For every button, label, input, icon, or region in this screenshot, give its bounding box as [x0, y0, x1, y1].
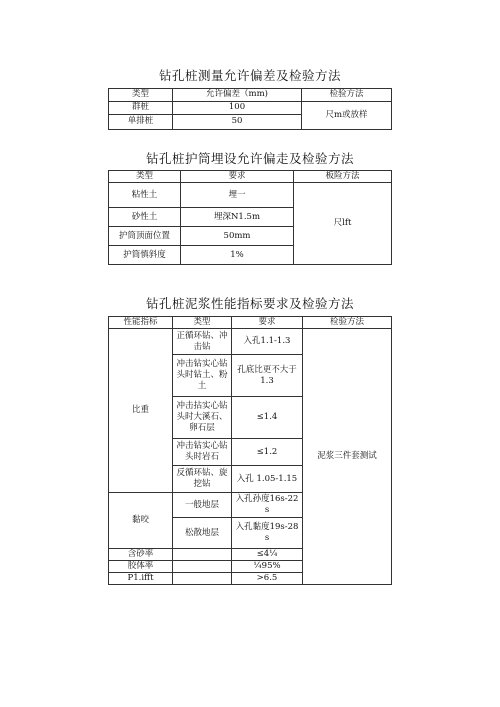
- sg-row4-value: ≤1.2: [232, 439, 303, 466]
- sand-content-type: [173, 549, 232, 561]
- table1-row1-type: 群桩: [109, 102, 173, 115]
- table2-header-requirement: 要求: [181, 171, 294, 183]
- table1-title: 钻孔桩测量允许偏差及检验方法: [158, 68, 341, 83]
- table2-title: 钻孔桩护筒埋设允许偏走及检验方法: [145, 151, 354, 166]
- table2-header-method: 板险方法: [294, 171, 392, 183]
- viscosity-label: 黏咬: [109, 493, 173, 549]
- table1-header-method: 检验方法: [302, 89, 392, 102]
- table3-header-indicator: 性能指标: [109, 317, 173, 329]
- table3-header-type: 类型: [173, 317, 232, 329]
- table1-header-type: 类型: [109, 89, 173, 102]
- table2-row4-value: 1%: [181, 246, 294, 265]
- table1: [108, 88, 392, 130]
- table2-row3-type: 护筒顶面位置: [109, 227, 181, 246]
- sg-row1-value: 入孔1.1-1.3: [232, 329, 303, 355]
- table2-row3-value: 50mm: [181, 227, 294, 246]
- visc-row2-value: 入孔黏度19s-28s: [232, 518, 303, 549]
- table2-row2-type: 砂性土: [109, 208, 181, 227]
- table2-header-type: 类型: [109, 171, 181, 183]
- table-row: [109, 329, 392, 355]
- ph-value: >6.5: [232, 573, 303, 585]
- table2-row4-type: 护筒慎斜度: [109, 246, 181, 265]
- sg-row5-value: 入孔 1.05-1.15: [232, 466, 303, 493]
- sand-content-value: ≤4¼: [232, 549, 303, 561]
- table3-header-requirement: 要求: [232, 317, 303, 329]
- sg-row1-type: 正循环钻、冲击钻: [173, 329, 232, 355]
- sg-row4-type: 冲击钻实心钻头时岩石: [173, 439, 232, 466]
- sand-content-label: 含砂率: [109, 549, 173, 561]
- sg-row2-value: 孔底比更不大于1.3: [232, 355, 303, 397]
- colloid-rate-label: 胶体率: [109, 561, 173, 573]
- table-row: [109, 183, 392, 208]
- sg-row3-value: ≤1.4: [232, 397, 303, 439]
- table1-method: 尺m或放样: [302, 102, 392, 130]
- table2-row1-type: 粘性土: [109, 183, 181, 208]
- specific-gravity-label: 比重: [109, 329, 173, 493]
- table1-header-tolerance: 允许偏差（mm): [173, 89, 302, 102]
- table-row: [109, 102, 392, 115]
- table3-title: 钻孔桩泥浆性能指标要求及检验方法: [145, 296, 354, 311]
- table1-row1-value: 100: [173, 102, 302, 115]
- ph-type: [173, 573, 232, 585]
- visc-row1-value: 入孔孙度16s-22s: [232, 493, 303, 518]
- table2: [108, 170, 392, 265]
- table3: [108, 316, 392, 585]
- table2-row2-value: 埋深N1.5m: [181, 208, 294, 227]
- table2-row1-value: 埋一: [181, 183, 294, 208]
- sg-row3-type: 冲击拈实心钻头时大溪石、卵石层: [173, 397, 232, 439]
- table3-method: 泥浆三件套测试: [303, 329, 392, 585]
- visc-row1-type: 一般地层: [173, 493, 232, 518]
- ph-label: P1.ifft: [109, 573, 173, 585]
- sg-row5-type: 反循环钻、旋挖钻: [173, 466, 232, 493]
- colloid-rate-value: ¼95%: [232, 561, 303, 573]
- table2-method: 尺lft: [294, 183, 392, 265]
- sg-row2-type: 冲击钻实心钻头时钻土、粉土: [173, 355, 232, 397]
- table1-row2-value: 50: [173, 115, 302, 130]
- visc-row2-type: 松散地层: [173, 518, 232, 549]
- colloid-rate-type: [173, 561, 232, 573]
- table3-header-method: 检验方法: [303, 317, 392, 329]
- table1-row2-type: 单排桩: [109, 115, 173, 130]
